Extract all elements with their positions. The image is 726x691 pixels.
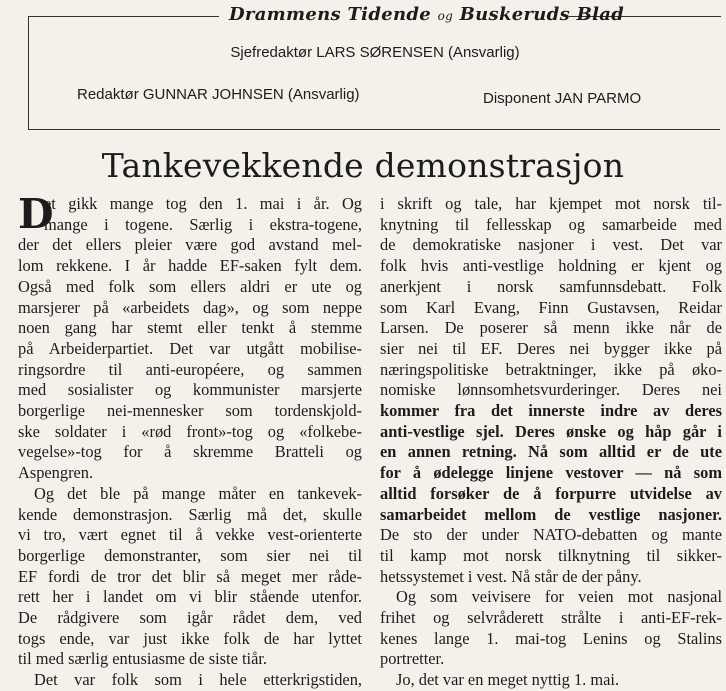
text-line: knytning til fellesskap og samarbeide med bbox=[380, 214, 722, 234]
text-line: rett her i landet om vi blir stående utenfor. bbox=[18, 587, 362, 607]
manager-line: Disponent JAN PARMO bbox=[483, 90, 642, 107]
text-line: lom rekkene. I år hadde EF-saken fylt dem. bbox=[18, 256, 362, 276]
text-line: togs ende, var just ikke folk de har lyttet bbox=[18, 628, 362, 648]
text-line: de demokratiske nasjoner i vest. Det var bbox=[380, 235, 722, 255]
text-line: samarbeidet mellom de vestlige nasjoner. bbox=[380, 504, 722, 524]
text-line: hetssystemet i vest. Nå står de der påny. bbox=[380, 566, 642, 586]
text-line: kenes lange 1. mai-tog Lenins og Stalins bbox=[380, 628, 722, 648]
text-line: anti-vestlige sjel. Deres ønske og håp går i bbox=[380, 421, 722, 441]
text-line: frihet og selvråderett strålte i anti-EF-rek- bbox=[380, 608, 722, 628]
text-line: ske soldater i «rød front»-tog og «folkebe- bbox=[18, 421, 362, 441]
text-line: sier nei til EF. Deres nei bygger ikke på bbox=[380, 338, 722, 358]
text-line: som Karl Evang, Finn Gustavsen, Reidar bbox=[380, 297, 722, 317]
text-line: folk hvis anti-vestlige holdning er kjent og bbox=[380, 256, 722, 276]
text-line: en annen retning. Nå som alltid er de ute bbox=[380, 442, 722, 462]
text-line: Også med folk som ellers aldri er ute og bbox=[18, 276, 362, 296]
text-line: ringsordre til anti-européere, og sammen bbox=[18, 359, 362, 379]
text-line: mange i togene. Særlig i ekstra-togene, bbox=[44, 214, 362, 234]
text-line: kende demonstrasjon. Særlig må det, skulle bbox=[18, 504, 362, 524]
text-line: anerkjent i norsk samfunnsdebatt. Folk bbox=[380, 276, 722, 296]
text-line: De sto der under NATO-debatten og mante bbox=[380, 525, 722, 545]
text-line: marsjerer på «arbeidets dag», og som neppe bbox=[18, 297, 362, 317]
text-line: De rådgivere som igår rådet dem, ved bbox=[18, 608, 362, 628]
newspaper-name-part2: Buskeruds Blad bbox=[459, 4, 625, 25]
text-line: vi tro, vært egnet til å vekke vest-orienterte bbox=[18, 525, 362, 545]
text-line: portretter. bbox=[380, 649, 445, 669]
text-line: der det ellers pleier være god avstand mel- bbox=[18, 235, 362, 255]
text-line: til kamp mot norsk tilknytning til sikker- bbox=[380, 545, 722, 565]
editor-line: Redaktør GUNNAR JOHNSEN (Ansvarlig) bbox=[77, 86, 360, 103]
chief-editor-line: Sjefredaktør LARS SØRENSEN (Ansvarlig) bbox=[230, 44, 520, 61]
drop-cap: D bbox=[18, 190, 54, 238]
article-column-right bbox=[380, 194, 722, 691]
text-line: Og som veivisere for veien mot nasjonal bbox=[396, 587, 722, 607]
text-line: Aspengren. bbox=[18, 463, 94, 483]
text-line: Og det ble på mange måter en tankevek- bbox=[34, 483, 362, 503]
text-line: Larsen. De poserer så menn ikke når de bbox=[380, 318, 722, 338]
text-line: for å ødelegge linjene vestover — nå som bbox=[380, 463, 722, 483]
text-line: borgerlige nei-mennesker som tordenskjold- bbox=[18, 401, 362, 421]
newspaper-name bbox=[229, 4, 625, 25]
text-line: Det var folk som i hele etterkrigstiden, bbox=[34, 670, 362, 690]
text-line: kommer fra det innerste indre av deres bbox=[380, 401, 722, 421]
text-line: på Arbeiderpartiet. Det var utgått mobilise- bbox=[18, 338, 362, 358]
newspaper-name-part1: Drammens Tidende bbox=[229, 4, 431, 25]
masthead-box bbox=[28, 4, 720, 130]
text-line: Jo, det var en meget nyttig 1. mai. bbox=[396, 670, 620, 690]
article-headline: Tankevekkende demonstrasjon bbox=[101, 146, 625, 185]
text-line: borgerlige demonstranter, som sier nei til bbox=[18, 545, 362, 565]
text-line: et gikk mange tog den 1. mai i år. Og bbox=[44, 194, 362, 213]
text-line: med sosialister og kommunister marsjerte bbox=[18, 380, 362, 400]
newspaper-name-og: og bbox=[437, 9, 454, 23]
text-line: alltid forsøker de å forpurre utvidelse av bbox=[380, 483, 722, 503]
article-column-left bbox=[18, 190, 362, 691]
text-line: noen gang har stemt eller tenkt å stemme bbox=[18, 318, 362, 338]
text-line: vegelse»-tog for å skremme Bratteli og bbox=[18, 442, 362, 462]
text-line: til med særlig entusiasme de siste tiår. bbox=[18, 649, 268, 669]
text-line: næringspolitiske betraktninger, ikke på øko- bbox=[380, 359, 722, 379]
text-line: EF fordi de tror det blir så meget mer råde- bbox=[18, 566, 362, 586]
masthead-rule-left bbox=[29, 16, 219, 17]
text-line: i skrift og tale, har kjempet mot norsk til- bbox=[380, 194, 722, 213]
text-line: nomiske lønnsomhetsvurderinger. Deres nei bbox=[380, 380, 722, 400]
